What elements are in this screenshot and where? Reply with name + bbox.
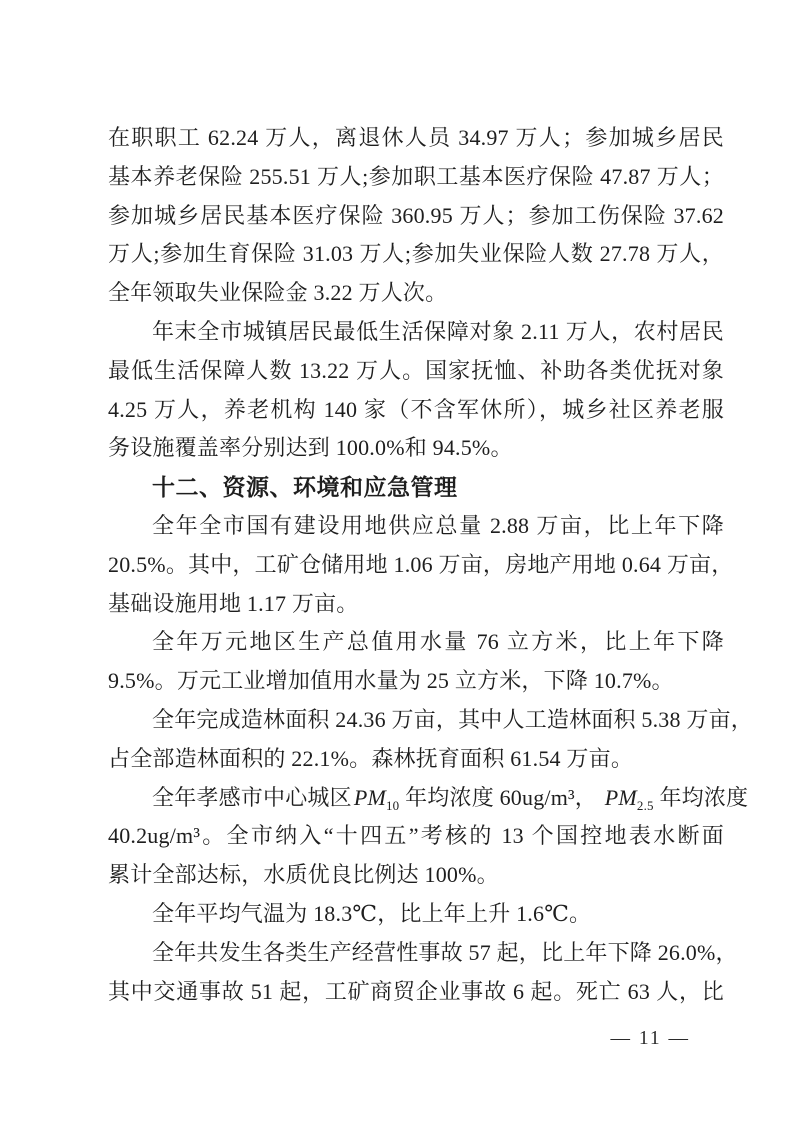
text-line: 万人;参加生育保险 31.03 万人;参加失业保险人数 27.78 万人， — [108, 241, 724, 267]
paragraph-air-water-quality — [108, 779, 749, 895]
text-line: 20.5%。其中，工矿仓储用地 1.06 万亩，房地产用地 0.64 万亩， — [108, 551, 734, 577]
text-line: 全年平均气温为 18.3℃，比上年上升 1.6℃。 — [152, 900, 592, 926]
text-line: 全年领取失业保险金 3.22 万人次。 — [108, 280, 448, 306]
text-line: 在职职工 62.24 万人，离退休人员 34.97 万人；参加城乡居民 — [108, 125, 724, 150]
paragraph-accidents — [108, 934, 738, 1012]
text-line: 基础设施用地 1.17 万亩。 — [108, 590, 359, 616]
text-line: 基本养老保险 255.51 万人;参加职工基本医疗保险 47.87 万人； — [108, 163, 724, 189]
pm25-symbol: PM — [604, 784, 637, 810]
text-line: 其中交通事故 51 起，工矿商贸企业事故 6 起。死亡 63 人，比 — [108, 978, 724, 1004]
paragraph-land-supply — [108, 507, 734, 623]
paragraph-pension-insurance — [108, 119, 724, 313]
pm25-subscript: 2.5 — [636, 797, 654, 813]
text-line: 务设施覆盖率分别达到 100.0%和 94.5%。 — [108, 435, 513, 461]
text-line: 全年共发生各类生产经营性事故 57 起，比上年下降 26.0%， — [152, 939, 738, 965]
text-segment: 年均浓度 60ug/m³， — [399, 784, 603, 810]
text-line: 9.5%。万元工业增加值用水量为 25 立方米，下降 10.7%。 — [108, 668, 674, 694]
text-segment: 年均浓度 — [653, 784, 749, 810]
text-line: 全年万元地区生产总值用水量 76 立方米，比上年下降 — [152, 629, 724, 655]
paragraph-afforestation — [108, 701, 754, 779]
text-line: 40.2ug/m³。全市纳入“十四五”考核的 13 个国控地表水断面 — [108, 823, 724, 849]
section-heading-resources-environment: 十二、资源、环境和应急管理 — [152, 474, 458, 501]
text-line: 累计全部达标，水质优良比例达 100%。 — [108, 862, 499, 888]
document-body — [108, 119, 754, 1011]
page-number: — 11 — — [610, 1028, 690, 1049]
text-line: 4.25 万人，养老机构 140 家（不含军休所），城乡社区养老服 — [108, 396, 724, 422]
text-line: 参加城乡居民基本医疗保险 360.95 万人；参加工伤保险 37.62 — [108, 202, 724, 228]
text-segment: 全年孝感市中心城区 — [152, 784, 352, 810]
pm10-subscript: 10 — [385, 797, 400, 813]
paragraph-temperature — [108, 895, 724, 934]
text-line: 最低生活保障人数 13.22 万人。国家抚恤、补助各类优抚对象 — [108, 357, 724, 383]
text-line — [108, 779, 749, 818]
pm10-symbol: PM — [353, 784, 386, 810]
text-line: 全年全市国有建设用地供应总量 2.88 万亩，比上年下降 — [152, 512, 724, 538]
paragraph-subsistence-allowance — [108, 313, 724, 468]
text-line: 年末全市城镇居民最低生活保障对象 2.11 万人，农村居民 — [152, 318, 724, 344]
paragraph-water-consumption — [108, 623, 724, 701]
text-line: 占全部造林面积的 22.1%。森林抚育面积 61.54 万亩。 — [108, 745, 634, 771]
text-line: 全年完成造林面积 24.36 万亩，其中人工造林面积 5.38 万亩， — [152, 706, 754, 732]
